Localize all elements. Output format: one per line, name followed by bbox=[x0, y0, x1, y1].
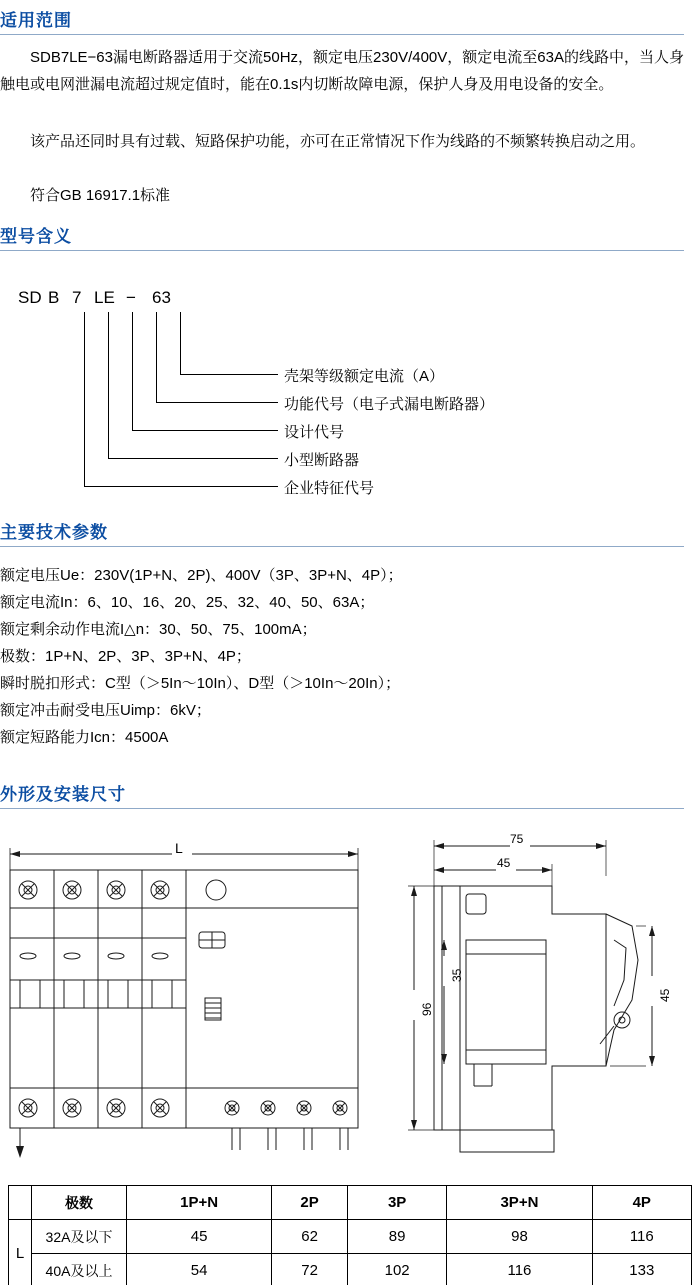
leader-line-v-4 bbox=[108, 312, 109, 458]
side-dim-75: 75 bbox=[510, 832, 524, 846]
model-label-2: 设计代号 bbox=[284, 424, 345, 441]
table-corner-empty bbox=[9, 1186, 32, 1220]
scope-text-1: SDB7LE−63漏电断路器适用于交流50Hz，额定电压230V/400V，额定电流至63A的线路中，当人身触电或电网泄漏电流超过规定值时，能在0.1s内切断故障电源，保护人身及用电设备的安全。 bbox=[0, 49, 684, 93]
dimension-table bbox=[8, 1185, 692, 1285]
model-code-dash: − bbox=[126, 288, 136, 307]
spec-line-6: 额定短路能力Icn：4500A bbox=[0, 729, 169, 746]
leader-line-h-5 bbox=[84, 486, 278, 487]
table-side-label: L bbox=[9, 1220, 32, 1285]
model-label-0: 壳架等级额定电流（A） bbox=[284, 368, 445, 385]
table-col-1: 2P bbox=[272, 1186, 348, 1220]
scope-text-3: 符合GB 16917.1标准 bbox=[30, 187, 171, 204]
model-heading: 型号含义 bbox=[0, 222, 684, 251]
table-col-3: 3P+N bbox=[447, 1186, 592, 1220]
table-col-0: 1P+N bbox=[127, 1186, 272, 1220]
table-row-0-value-4: 116 bbox=[592, 1220, 691, 1254]
table-row-0-label: 32A及以下 bbox=[32, 1220, 127, 1254]
model-code-b: B bbox=[48, 288, 60, 307]
front-view-drawing bbox=[0, 830, 400, 1160]
table-col-2: 3P bbox=[347, 1186, 446, 1220]
side-dim-45-top: 45 bbox=[497, 856, 511, 870]
spec-line-1: 额定电流In：6、10、16、20、25、32、40、50、63A； bbox=[0, 594, 375, 611]
side-view-svg bbox=[400, 830, 690, 1160]
table-col-4: 4P bbox=[592, 1186, 691, 1220]
scope-paragraph-2 bbox=[0, 128, 684, 155]
table-row-1-value-0: 54 bbox=[127, 1254, 272, 1285]
dimensions-section bbox=[0, 780, 684, 809]
table-row-1-value-3: 116 bbox=[447, 1254, 592, 1285]
model-section bbox=[0, 222, 684, 251]
specs-section bbox=[0, 518, 684, 547]
specs-list bbox=[0, 562, 684, 751]
model-code-le: LE bbox=[94, 288, 115, 307]
dimensions-heading: 外形及安装尺寸 bbox=[0, 780, 684, 809]
dimension-table-wrap bbox=[8, 1185, 692, 1285]
spec-line-2: 额定剩余动作电流I△n：30、50、75、100mA； bbox=[0, 621, 317, 638]
side-view-drawing bbox=[400, 830, 690, 1160]
scope-text-2: 该产品还同时具有过载、短路保护功能，亦可在正常情况下作为线路的不频繁转换启动之用。 bbox=[30, 133, 646, 150]
spec-line-5: 额定冲击耐受电压Uimp：6kV； bbox=[0, 702, 211, 719]
table-row-0-value-1: 62 bbox=[272, 1220, 348, 1254]
model-label-1: 功能代号（电子式漏电断路器） bbox=[284, 396, 495, 413]
leader-line-h-1 bbox=[180, 374, 278, 375]
scope-section bbox=[0, 6, 684, 35]
leader-line-v-5 bbox=[84, 312, 85, 486]
leader-line-v-2 bbox=[156, 312, 157, 402]
table-corner-label: 极数 bbox=[32, 1186, 127, 1220]
leader-line-h-2 bbox=[156, 402, 278, 403]
side-dim-35: 35 bbox=[450, 968, 464, 982]
spec-line-3: 极数：1P+N、2P、3P、3P+N、4P； bbox=[0, 648, 251, 665]
side-dim-96: 96 bbox=[420, 1002, 434, 1016]
scope-paragraph-3 bbox=[0, 182, 684, 209]
model-label-3: 小型断路器 bbox=[284, 452, 360, 469]
front-width-label: L bbox=[175, 840, 183, 856]
table-header-row bbox=[9, 1186, 692, 1220]
spec-line-0: 额定电压Ue：230V(1P+N、2P)、400V（3P、3P+N、4P）； bbox=[0, 567, 403, 584]
specs-heading: 主要技术参数 bbox=[0, 518, 684, 547]
table-row-0-value-0: 45 bbox=[127, 1220, 272, 1254]
table-row-1-value-1: 72 bbox=[272, 1254, 348, 1285]
model-label-4: 企业特征代号 bbox=[284, 480, 375, 497]
spec-line-4: 瞬时脱扣形式：C型（＞5In～10In）、D型（＞10In～20In）； bbox=[0, 675, 401, 692]
scope-heading: 适用范围 bbox=[0, 6, 684, 35]
table-row bbox=[9, 1220, 692, 1254]
leader-line-v-1 bbox=[180, 312, 181, 374]
table-row-1-value-4: 133 bbox=[592, 1254, 691, 1285]
table-row-0-value-2: 89 bbox=[347, 1220, 446, 1254]
side-dim-45-right: 45 bbox=[658, 988, 672, 1002]
model-designation-diagram bbox=[0, 280, 684, 510]
model-code-7: 7 bbox=[72, 288, 82, 307]
front-view-svg bbox=[0, 830, 400, 1160]
table-row bbox=[9, 1254, 692, 1285]
model-code-63: 63 bbox=[152, 288, 171, 307]
table-row-0-value-3: 98 bbox=[447, 1220, 592, 1254]
leader-line-h-3 bbox=[132, 430, 278, 431]
table-row-1-value-2: 102 bbox=[347, 1254, 446, 1285]
table-row-1-label: 40A及以上 bbox=[32, 1254, 127, 1285]
model-code-sd: SD bbox=[18, 288, 42, 307]
scope-paragraph-1 bbox=[0, 44, 684, 98]
leader-line-h-4 bbox=[108, 458, 278, 459]
leader-line-v-3 bbox=[132, 312, 133, 430]
